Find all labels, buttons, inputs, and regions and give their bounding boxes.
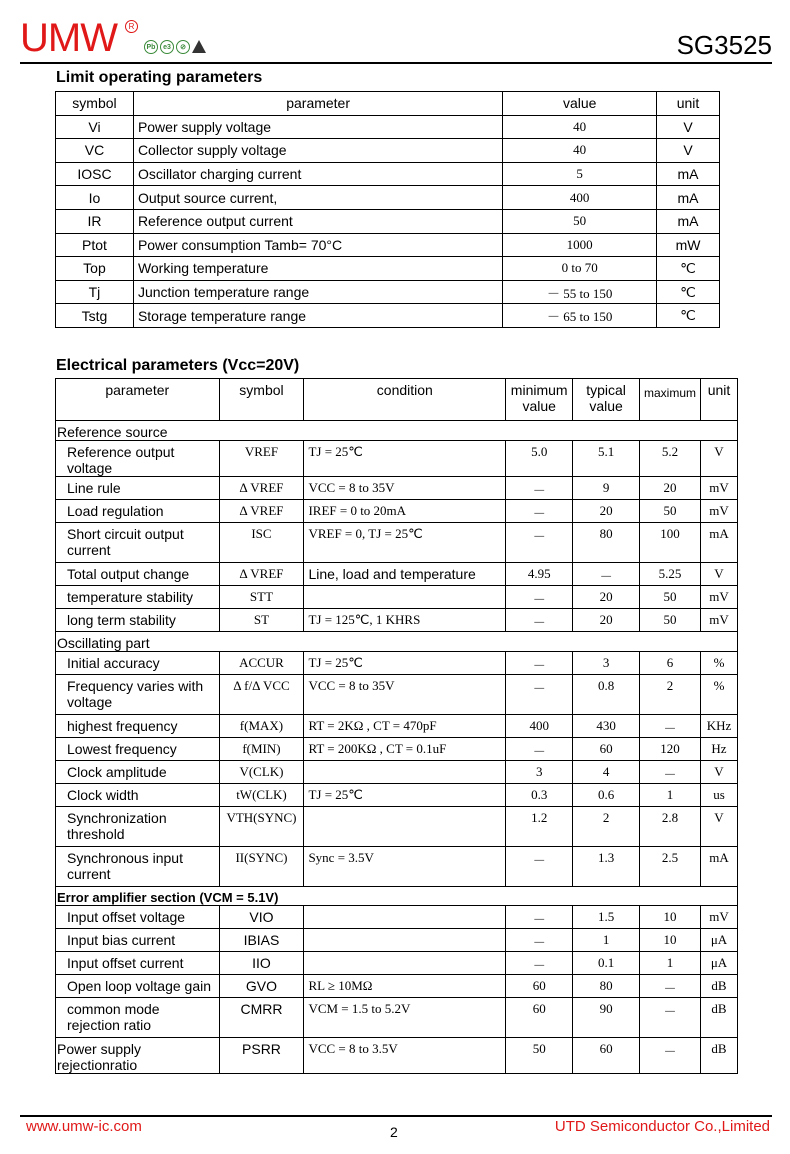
header-cell: symbol — [56, 92, 134, 116]
table-cell: Line rule — [56, 477, 220, 500]
table-cell: temperature stability — [56, 586, 220, 609]
table-row — [56, 715, 738, 738]
table-cell: 3 — [506, 761, 573, 784]
table-cell: Tstg — [56, 304, 134, 328]
table-cell: 3 — [573, 652, 640, 675]
table-cell: 0.6 — [573, 784, 640, 807]
table-row — [56, 906, 738, 929]
header-cell: parameter — [56, 379, 220, 421]
table-row — [56, 280, 720, 304]
table-cell: 1 — [639, 784, 700, 807]
electrical-table — [55, 378, 738, 1074]
table-row — [56, 975, 738, 998]
table-cell: VCC = 8 to 3.5V — [304, 1038, 506, 1074]
section-title: Oscillating part — [56, 632, 738, 652]
table-cell: f(MIN) — [219, 738, 304, 761]
table-cell: f(MAX) — [219, 715, 304, 738]
table-cell: ℃ — [657, 304, 720, 328]
table-cell: 9 — [573, 477, 640, 500]
table-cell — [304, 929, 506, 952]
table-row — [56, 186, 720, 210]
table-cell: 5.1 — [573, 441, 640, 477]
table-cell: 20 — [573, 586, 640, 609]
table-cell: Δ VREF — [219, 477, 304, 500]
table-row — [56, 304, 720, 328]
table-cell: Oscillator charging current — [133, 162, 502, 186]
section-row — [56, 887, 738, 906]
table-row — [56, 1038, 738, 1074]
table-cell: 90 — [573, 998, 640, 1038]
table-row — [56, 563, 738, 586]
table-cell: 50 — [506, 1038, 573, 1074]
table-cell: V — [657, 139, 720, 163]
table-cell: 50 — [639, 500, 700, 523]
table-row — [56, 139, 720, 163]
table-cell: 10 — [639, 929, 700, 952]
table-cell: 400 — [506, 715, 573, 738]
table-cell: TJ = 25℃ — [304, 784, 506, 807]
table-cell: ℃ — [657, 257, 720, 281]
table-row — [56, 847, 738, 887]
table-cell: 80 — [573, 523, 640, 563]
table-cell: Δ VREF — [219, 500, 304, 523]
table-cell: highest frequency — [56, 715, 220, 738]
table-cell: mA — [701, 847, 738, 887]
esd-warning-icon — [192, 40, 206, 54]
table-cell: TJ = 25℃ — [304, 652, 506, 675]
table-cell: Clock amplitude — [56, 761, 220, 784]
footer-url[interactable]: www.umw-ic.com — [26, 1118, 142, 1135]
table-cell: mV — [701, 477, 738, 500]
table-cell: CMRR — [219, 998, 304, 1038]
table-cell: IIO — [219, 952, 304, 975]
table-row — [56, 115, 720, 139]
limit-title: Limit operating parameters — [56, 69, 263, 86]
table-cell: IBIAS — [219, 929, 304, 952]
table-cell: 430 — [573, 715, 640, 738]
table-cell: － — [506, 675, 573, 715]
table-cell: － — [506, 523, 573, 563]
limit-table — [55, 91, 720, 328]
header-cell: unit — [701, 379, 738, 421]
table-cell: 20 — [573, 609, 640, 632]
table-cell: V — [657, 115, 720, 139]
table-cell: 1.5 — [573, 906, 640, 929]
table-cell: 120 — [639, 738, 700, 761]
table-row — [56, 477, 738, 500]
table-cell: 80 — [573, 975, 640, 998]
table-cell: 50 — [639, 609, 700, 632]
table-cell: Δ f/Δ VCC — [219, 675, 304, 715]
table-cell: Load regulation — [56, 500, 220, 523]
table-cell: Total output change — [56, 563, 220, 586]
table-cell: mW — [657, 233, 720, 257]
table-cell: Storage temperature range — [133, 304, 502, 328]
table-cell: Junction temperature range — [133, 280, 502, 304]
table-row — [56, 441, 738, 477]
table-cell: Top — [56, 257, 134, 281]
table-cell: － — [639, 975, 700, 998]
table-cell: Input bias current — [56, 929, 220, 952]
table-header-row — [56, 379, 738, 421]
table-cell: 50 — [503, 209, 657, 233]
table-cell: Power consumption Tamb= 70°C — [133, 233, 502, 257]
table-cell: RT = 200KΩ , CT = 0.1uF — [304, 738, 506, 761]
section-row — [56, 632, 738, 652]
table-cell: STT — [219, 586, 304, 609]
compliance-marks — [144, 40, 206, 54]
table-cell: μA — [701, 952, 738, 975]
table-cell: Reference output current — [133, 209, 502, 233]
table-cell: Δ VREF — [219, 563, 304, 586]
footer-rule — [20, 1115, 772, 1117]
table-cell: 2.5 — [639, 847, 700, 887]
table-cell: 60 — [506, 998, 573, 1038]
table-row — [56, 807, 738, 847]
table-cell: Input offset voltage — [56, 906, 220, 929]
table-cell: VTH(SYNC) — [219, 807, 304, 847]
table-cell: dB — [701, 1038, 738, 1074]
table-cell: 60 — [573, 738, 640, 761]
table-cell: Frequency varies with voltage — [56, 675, 220, 715]
table-cell: 10 — [639, 906, 700, 929]
table-cell: Short circuit output current — [56, 523, 220, 563]
table-cell: Synchronization threshold — [56, 807, 220, 847]
table-cell: ACCUR — [219, 652, 304, 675]
footer-company: UTD Semiconductor Co.,Limited — [554, 1118, 770, 1135]
table-cell — [304, 807, 506, 847]
table-cell — [304, 906, 506, 929]
table-cell: 4 — [573, 761, 640, 784]
e3-icon: e3 — [160, 40, 174, 54]
table-cell: ISC — [219, 523, 304, 563]
table-row — [56, 761, 738, 784]
table-cell: TJ = 25℃ — [304, 441, 506, 477]
table-cell: V — [701, 761, 738, 784]
table-cell: 4.95 — [506, 563, 573, 586]
table-cell: 2 — [573, 807, 640, 847]
table-row — [56, 586, 738, 609]
table-cell: VCC = 8 to 35V — [304, 477, 506, 500]
table-cell: 2.8 — [639, 807, 700, 847]
table-cell: － — [506, 929, 573, 952]
table-cell: % — [701, 652, 738, 675]
table-cell: － — [506, 952, 573, 975]
table-cell: V(CLK) — [219, 761, 304, 784]
table-cell: mA — [657, 162, 720, 186]
registered-mark: R — [125, 20, 138, 33]
table-cell: 5 — [503, 162, 657, 186]
table-cell: 0.8 — [573, 675, 640, 715]
elec-title: Electrical parameters (Vcc=20V) — [56, 357, 300, 374]
table-cell: Input offset current — [56, 952, 220, 975]
table-cell: VCM = 1.5 to 5.2V — [304, 998, 506, 1038]
table-cell: － — [573, 563, 640, 586]
table-cell: － — [506, 652, 573, 675]
table-cell: － — [639, 998, 700, 1038]
table-cell: － — [506, 586, 573, 609]
table-cell: － — [639, 715, 700, 738]
table-cell: VREF = 0, TJ = 25℃ — [304, 523, 506, 563]
table-cell: dB — [701, 998, 738, 1038]
table-cell: us — [701, 784, 738, 807]
table-cell: IOSC — [56, 162, 134, 186]
header-cell: parameter — [133, 92, 502, 116]
table-cell: Power supply voltage — [133, 115, 502, 139]
table-cell: Lowest frequency — [56, 738, 220, 761]
table-cell: TJ = 125℃, 1 KHRS — [304, 609, 506, 632]
table-cell: － 65 to 150 — [503, 304, 657, 328]
table-cell: 0 to 70 — [503, 257, 657, 281]
table-cell: ℃ — [657, 280, 720, 304]
table-cell: μA — [701, 929, 738, 952]
table-cell: VC — [56, 139, 134, 163]
table-header-row — [56, 92, 720, 116]
table-cell: Vi — [56, 115, 134, 139]
table-cell: 5.25 — [639, 563, 700, 586]
table-row — [56, 952, 738, 975]
table-cell: 6 — [639, 652, 700, 675]
table-cell: 5.0 — [506, 441, 573, 477]
table-cell: 50 — [639, 586, 700, 609]
table-cell: Line, load and temperature — [304, 563, 506, 586]
table-cell: － — [639, 1038, 700, 1074]
table-row — [56, 675, 738, 715]
table-cell: － — [506, 609, 573, 632]
table-cell: V — [701, 807, 738, 847]
section-title: Reference source — [56, 421, 738, 441]
table-row — [56, 609, 738, 632]
table-cell: 0.3 — [506, 784, 573, 807]
table-cell: Tj — [56, 280, 134, 304]
table-cell: GVO — [219, 975, 304, 998]
table-cell: － — [506, 738, 573, 761]
table-cell: － — [639, 761, 700, 784]
table-cell: common mode rejection ratio — [56, 998, 220, 1038]
table-cell: 1.2 — [506, 807, 573, 847]
table-cell: 20 — [639, 477, 700, 500]
table-cell: Sync = 3.5V — [304, 847, 506, 887]
table-cell: RT = 2KΩ , CT = 470pF — [304, 715, 506, 738]
table-cell: Working temperature — [133, 257, 502, 281]
table-cell: － — [506, 500, 573, 523]
table-cell: VCC = 8 to 35V — [304, 675, 506, 715]
table-row — [56, 257, 720, 281]
table-cell: Open loop voltage gain — [56, 975, 220, 998]
table-cell: PSRR — [219, 1038, 304, 1074]
table-cell: 1 — [573, 929, 640, 952]
table-cell: 0.1 — [573, 952, 640, 975]
table-row — [56, 500, 738, 523]
brand-logo: UMW — [20, 16, 117, 60]
header-rule — [20, 62, 772, 64]
header-cell: symbol — [219, 379, 304, 421]
header-cell: condition — [304, 379, 506, 421]
table-cell: Hz — [701, 738, 738, 761]
table-cell: tW(CLK) — [219, 784, 304, 807]
table-row — [56, 738, 738, 761]
table-cell: mV — [701, 906, 738, 929]
part-number: SG3525 — [676, 30, 772, 60]
section-title: Error amplifier section (VCM = 5.1V) — [56, 887, 738, 906]
table-row — [56, 233, 720, 257]
table-cell: 60 — [506, 975, 573, 998]
table-cell: II(SYNC) — [219, 847, 304, 887]
table-cell: KHz — [701, 715, 738, 738]
header-cell: typical value — [573, 379, 640, 421]
table-cell: 1 — [639, 952, 700, 975]
table-cell: Power supply rejectionratio — [56, 1038, 220, 1074]
table-cell: 2 — [639, 675, 700, 715]
table-row — [56, 162, 720, 186]
table-cell: IREF = 0 to 20mA — [304, 500, 506, 523]
table-cell: dB — [701, 975, 738, 998]
table-cell: VREF — [219, 441, 304, 477]
table-row — [56, 523, 738, 563]
table-row — [56, 652, 738, 675]
table-cell: % — [701, 675, 738, 715]
table-cell: IR — [56, 209, 134, 233]
table-cell: Collector supply voltage — [133, 139, 502, 163]
header-cell: unit — [657, 92, 720, 116]
page-number: 2 — [390, 1124, 398, 1140]
table-row — [56, 209, 720, 233]
table-cell: － — [506, 847, 573, 887]
pb-free-icon: Pb — [144, 40, 158, 54]
header-cell: value — [503, 92, 657, 116]
table-cell: 40 — [503, 115, 657, 139]
table-cell: Reference output voltage — [56, 441, 220, 477]
table-cell: ST — [219, 609, 304, 632]
table-cell: Clock width — [56, 784, 220, 807]
header-cell: maximum — [639, 379, 700, 421]
section-row — [56, 421, 738, 441]
table-cell: 20 — [573, 500, 640, 523]
table-cell: － — [506, 906, 573, 929]
table-cell: Io — [56, 186, 134, 210]
table-cell: mA — [657, 209, 720, 233]
table-cell: Output source current, — [133, 186, 502, 210]
table-cell: Ptot — [56, 233, 134, 257]
table-cell: RL ≥ 10MΩ — [304, 975, 506, 998]
table-cell: Synchronous input current — [56, 847, 220, 887]
table-cell: VIO — [219, 906, 304, 929]
table-cell: long term stability — [56, 609, 220, 632]
table-cell: 1000 — [503, 233, 657, 257]
rohs-icon: ⊘ — [176, 40, 190, 54]
table-cell: Initial accuracy — [56, 652, 220, 675]
table-cell: mV — [701, 586, 738, 609]
table-cell: V — [701, 563, 738, 586]
header-cell: minimum value — [506, 379, 573, 421]
table-cell — [304, 952, 506, 975]
table-cell: 1.3 — [573, 847, 640, 887]
table-cell: 400 — [503, 186, 657, 210]
table-cell: 5.2 — [639, 441, 700, 477]
table-row — [56, 998, 738, 1038]
table-cell: 100 — [639, 523, 700, 563]
table-row — [56, 929, 738, 952]
table-row — [56, 784, 738, 807]
table-cell: 40 — [503, 139, 657, 163]
table-cell: － 55 to 150 — [503, 280, 657, 304]
table-cell: mV — [701, 500, 738, 523]
table-cell: V — [701, 441, 738, 477]
table-cell — [304, 586, 506, 609]
table-cell — [304, 761, 506, 784]
table-cell: 60 — [573, 1038, 640, 1074]
table-cell: mA — [701, 523, 738, 563]
table-cell: － — [506, 477, 573, 500]
table-cell: mV — [701, 609, 738, 632]
table-cell: mA — [657, 186, 720, 210]
